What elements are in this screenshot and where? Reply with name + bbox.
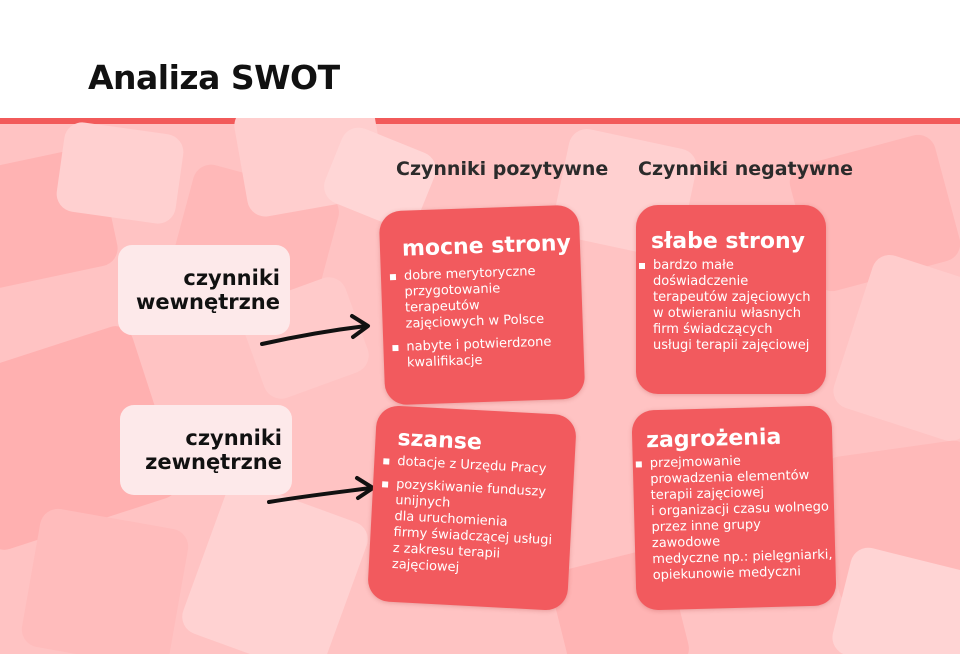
card-threats bbox=[631, 405, 836, 610]
list-item-text: pozyskiwanie funduszy unijnych dla uruchomienia firmy świadczącej usługi z zakresu terapii zajęciowej bbox=[391, 477, 553, 576]
arrow-icon bbox=[265, 470, 385, 510]
card-opportunities-list bbox=[376, 453, 572, 589]
card-strengths-title: mocne strony bbox=[401, 230, 572, 262]
column-header-positive: Czynniki pozytywne bbox=[396, 158, 609, 180]
list-item-text: nabyte i potwierdzone kwalifikacje bbox=[406, 334, 552, 371]
bullet-icon bbox=[390, 274, 396, 280]
card-strengths bbox=[379, 205, 586, 406]
list-item bbox=[635, 451, 834, 584]
bullet-icon bbox=[392, 345, 398, 351]
card-opportunities-title: szanse bbox=[396, 426, 483, 456]
card-threats-list bbox=[635, 451, 834, 591]
list-item-text: dobre merytoryczne przygotowanie terapeutów zajęciowych w Polsce bbox=[403, 264, 545, 332]
card-threats-title: zagrożenia bbox=[645, 424, 782, 454]
card-weaknesses-list bbox=[638, 258, 824, 361]
row-label-external-text: czynniki zewnętrzne bbox=[145, 425, 282, 474]
accent-stripe bbox=[0, 118, 960, 124]
card-opportunities bbox=[367, 405, 577, 611]
background-shape bbox=[19, 506, 191, 654]
list-item bbox=[391, 334, 580, 373]
list-item-text: przejmowanie prowadzenia elementów terapii zajęciowej i organizacji czasu wolnego przez inne grupy zawodowe medyczne np.: pielęgniarki, opiekunowie medyczni bbox=[649, 453, 833, 584]
column-header-negative: Czynniki negatywne bbox=[638, 158, 853, 180]
list-item bbox=[382, 453, 573, 479]
arrow-icon bbox=[258, 312, 378, 352]
bullet-icon bbox=[636, 461, 642, 467]
bullet-icon bbox=[639, 263, 645, 269]
card-strengths-list bbox=[389, 263, 581, 379]
list-item bbox=[389, 263, 579, 334]
list-item-text: dotacje z Urzędu Pracy bbox=[396, 454, 547, 477]
list-item bbox=[377, 476, 572, 582]
slide-header bbox=[0, 0, 960, 118]
bullet-icon bbox=[382, 481, 388, 487]
slide-title: Analiza SWOT bbox=[88, 58, 340, 97]
card-weaknesses-title: słabe strony bbox=[651, 229, 806, 254]
row-label-internal-text: czynniki wewnętrzne bbox=[135, 265, 280, 314]
card-weaknesses bbox=[636, 205, 826, 394]
background-shape bbox=[54, 120, 185, 226]
list-item bbox=[638, 258, 824, 354]
list-item-text: bardzo małe doświadczenie terapeutów zajęciowych w otwieraniu własnych firm świadczących usługi terapii zajęciowej bbox=[653, 258, 811, 353]
bullet-icon bbox=[383, 458, 389, 464]
